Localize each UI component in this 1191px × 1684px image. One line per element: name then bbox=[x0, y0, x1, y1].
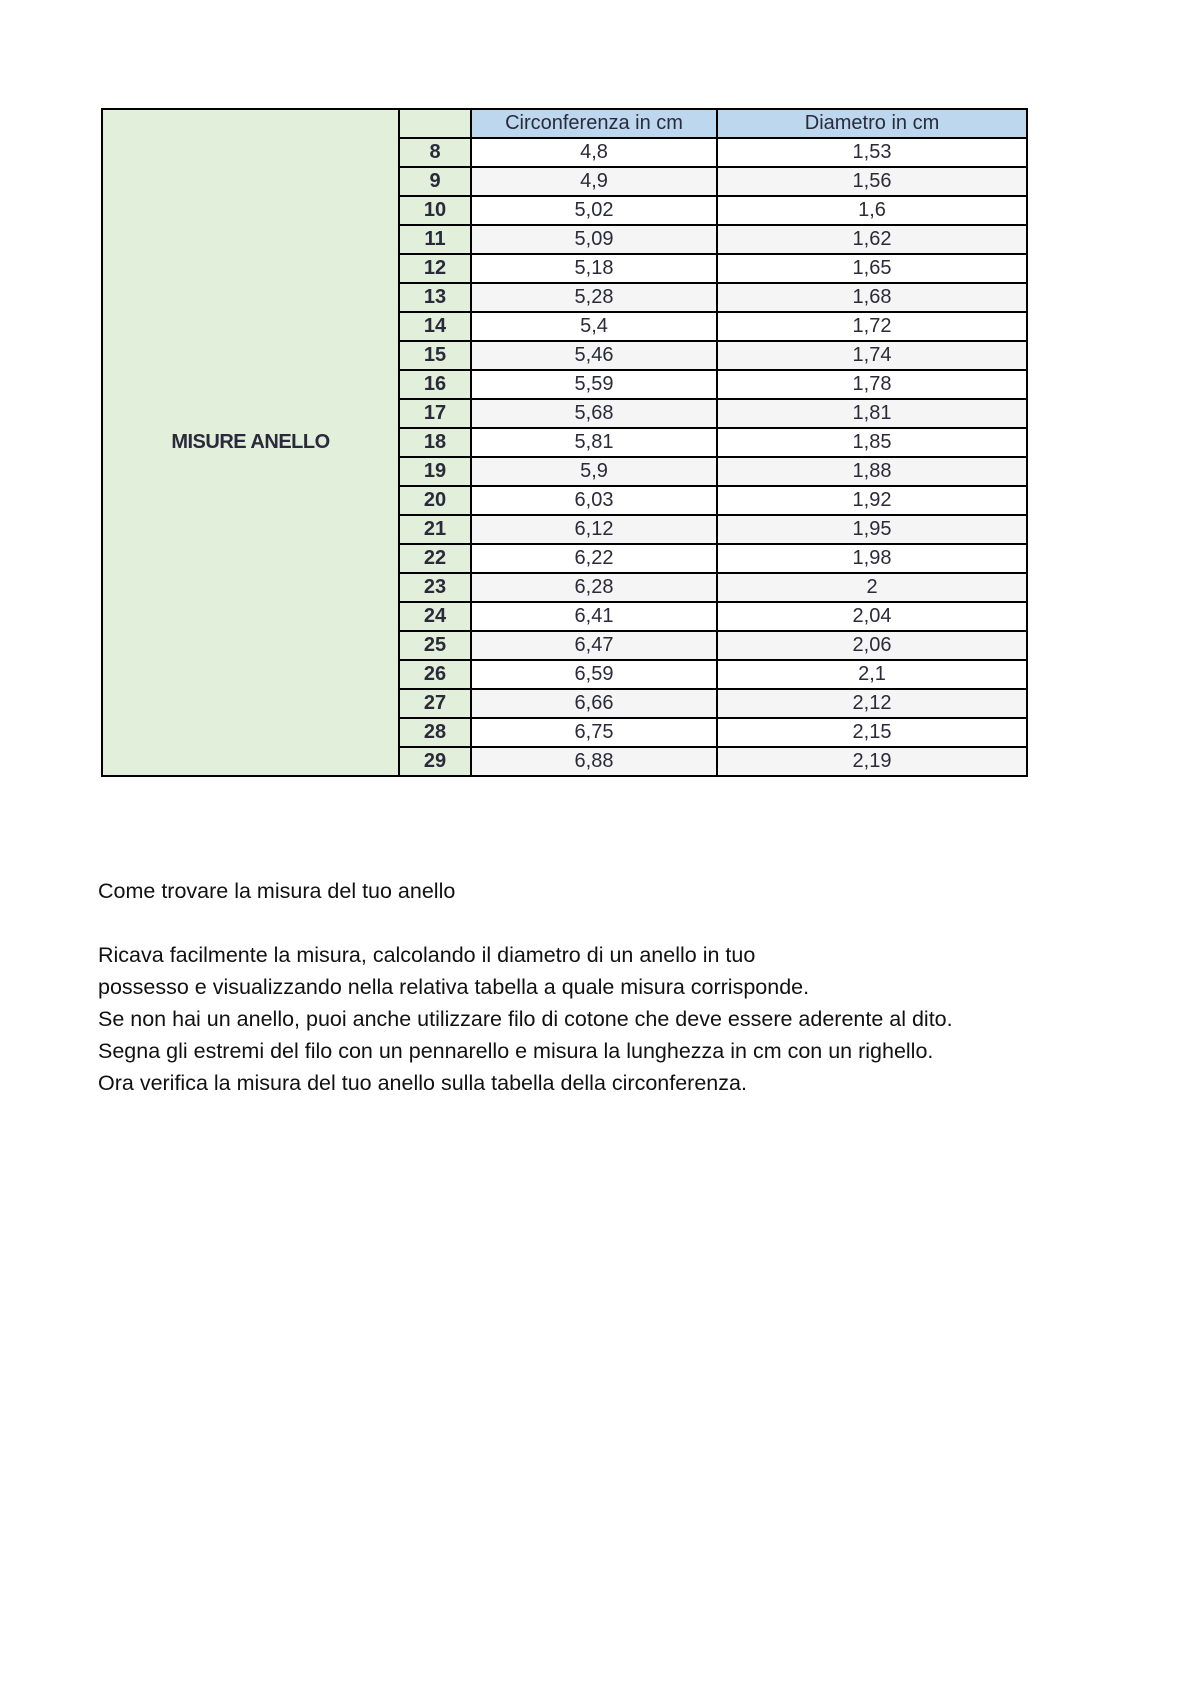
ring-size-cell: 14 bbox=[399, 312, 471, 341]
instructions-line: Se non hai un anello, puoi anche utilizzare filo di cotone che deve essere aderente al dito. bbox=[98, 1007, 953, 1031]
ring-size-cell: 17 bbox=[399, 399, 471, 428]
circumference-cell: 5,09 bbox=[471, 225, 717, 254]
diameter-cell: 1,53 bbox=[717, 138, 1027, 167]
circumference-cell: 4,9 bbox=[471, 167, 717, 196]
ring-size-cell: 21 bbox=[399, 515, 471, 544]
circumference-cell: 6,22 bbox=[471, 544, 717, 573]
ring-size-cell: 22 bbox=[399, 544, 471, 573]
ring-size-cell: 25 bbox=[399, 631, 471, 660]
diameter-cell: 1,81 bbox=[717, 399, 1027, 428]
circumference-cell: 6,12 bbox=[471, 515, 717, 544]
ring-size-cell: 9 bbox=[399, 167, 471, 196]
ring-size-cell: 8 bbox=[399, 138, 471, 167]
diameter-cell: 2,15 bbox=[717, 718, 1027, 747]
diameter-cell: 1,92 bbox=[717, 486, 1027, 515]
circumference-cell: 6,88 bbox=[471, 747, 717, 776]
diameter-cell: 1,65 bbox=[717, 254, 1027, 283]
ring-size-cell: 26 bbox=[399, 660, 471, 689]
circumference-cell: 6,66 bbox=[471, 689, 717, 718]
circumference-cell: 5,18 bbox=[471, 254, 717, 283]
circumference-cell: 5,46 bbox=[471, 341, 717, 370]
instructions-title: Come trovare la misura del tuo anello bbox=[98, 879, 456, 903]
circumference-cell: 6,28 bbox=[471, 573, 717, 602]
diameter-cell: 2,04 bbox=[717, 602, 1027, 631]
circumference-cell: 6,03 bbox=[471, 486, 717, 515]
instructions-line: possesso e visualizzando nella relativa tabella a quale misura corrisponde. bbox=[98, 975, 810, 999]
instructions-line: Ora verifica la misura del tuo anello sulla tabella della circonferenza. bbox=[98, 1071, 747, 1095]
diameter-column-header: Diametro in cm bbox=[717, 109, 1027, 138]
ring-size-cell: 28 bbox=[399, 718, 471, 747]
circumference-cell: 5,59 bbox=[471, 370, 717, 399]
diameter-cell: 1,6 bbox=[717, 196, 1027, 225]
table-header-row bbox=[102, 109, 1027, 138]
diameter-cell: 1,85 bbox=[717, 428, 1027, 457]
circumference-cell: 5,4 bbox=[471, 312, 717, 341]
circumference-cell: 4,8 bbox=[471, 138, 717, 167]
diameter-cell: 2,19 bbox=[717, 747, 1027, 776]
ring-size-cell: 10 bbox=[399, 196, 471, 225]
diameter-cell: 1,74 bbox=[717, 341, 1027, 370]
table-label: MISURE ANELLO bbox=[102, 109, 399, 776]
ring-size-cell: 15 bbox=[399, 341, 471, 370]
diameter-cell: 2 bbox=[717, 573, 1027, 602]
ring-size-cell: 24 bbox=[399, 602, 471, 631]
diameter-cell: 2,06 bbox=[717, 631, 1027, 660]
instructions-section bbox=[98, 875, 1098, 1099]
diameter-cell: 2,12 bbox=[717, 689, 1027, 718]
circumference-cell: 6,47 bbox=[471, 631, 717, 660]
ring-size-cell: 13 bbox=[399, 283, 471, 312]
circumference-cell: 5,02 bbox=[471, 196, 717, 225]
ring-size-cell: 12 bbox=[399, 254, 471, 283]
diameter-cell: 1,62 bbox=[717, 225, 1027, 254]
ring-size-cell: 29 bbox=[399, 747, 471, 776]
ring-size-cell: 20 bbox=[399, 486, 471, 515]
circumference-cell: 5,81 bbox=[471, 428, 717, 457]
diameter-cell: 2,1 bbox=[717, 660, 1027, 689]
diameter-cell: 1,72 bbox=[717, 312, 1027, 341]
diameter-cell: 1,95 bbox=[717, 515, 1027, 544]
instructions-line: Ricava facilmente la misura, calcolando il diametro di un anello in tuo bbox=[98, 943, 756, 967]
ring-size-cell: 19 bbox=[399, 457, 471, 486]
diameter-cell: 1,98 bbox=[717, 544, 1027, 573]
ring-size-cell: 11 bbox=[399, 225, 471, 254]
circumference-cell: 5,28 bbox=[471, 283, 717, 312]
diameter-cell: 1,56 bbox=[717, 167, 1027, 196]
circumference-cell: 5,9 bbox=[471, 457, 717, 486]
circumference-cell: 6,59 bbox=[471, 660, 717, 689]
ring-size-cell: 23 bbox=[399, 573, 471, 602]
diameter-cell: 1,68 bbox=[717, 283, 1027, 312]
circumference-cell: 6,75 bbox=[471, 718, 717, 747]
ring-size-cell: 16 bbox=[399, 370, 471, 399]
ring-size-cell: 18 bbox=[399, 428, 471, 457]
circumference-cell: 6,41 bbox=[471, 602, 717, 631]
instructions-line: Segna gli estremi del filo con un pennarello e misura la lunghezza in cm con un righello. bbox=[98, 1039, 934, 1063]
ring-size-table bbox=[101, 108, 1028, 777]
size-column-header bbox=[399, 109, 471, 138]
diameter-cell: 1,88 bbox=[717, 457, 1027, 486]
circumference-column-header: Circonferenza in cm bbox=[471, 109, 717, 138]
diameter-cell: 1,78 bbox=[717, 370, 1027, 399]
circumference-cell: 5,68 bbox=[471, 399, 717, 428]
ring-size-cell: 27 bbox=[399, 689, 471, 718]
